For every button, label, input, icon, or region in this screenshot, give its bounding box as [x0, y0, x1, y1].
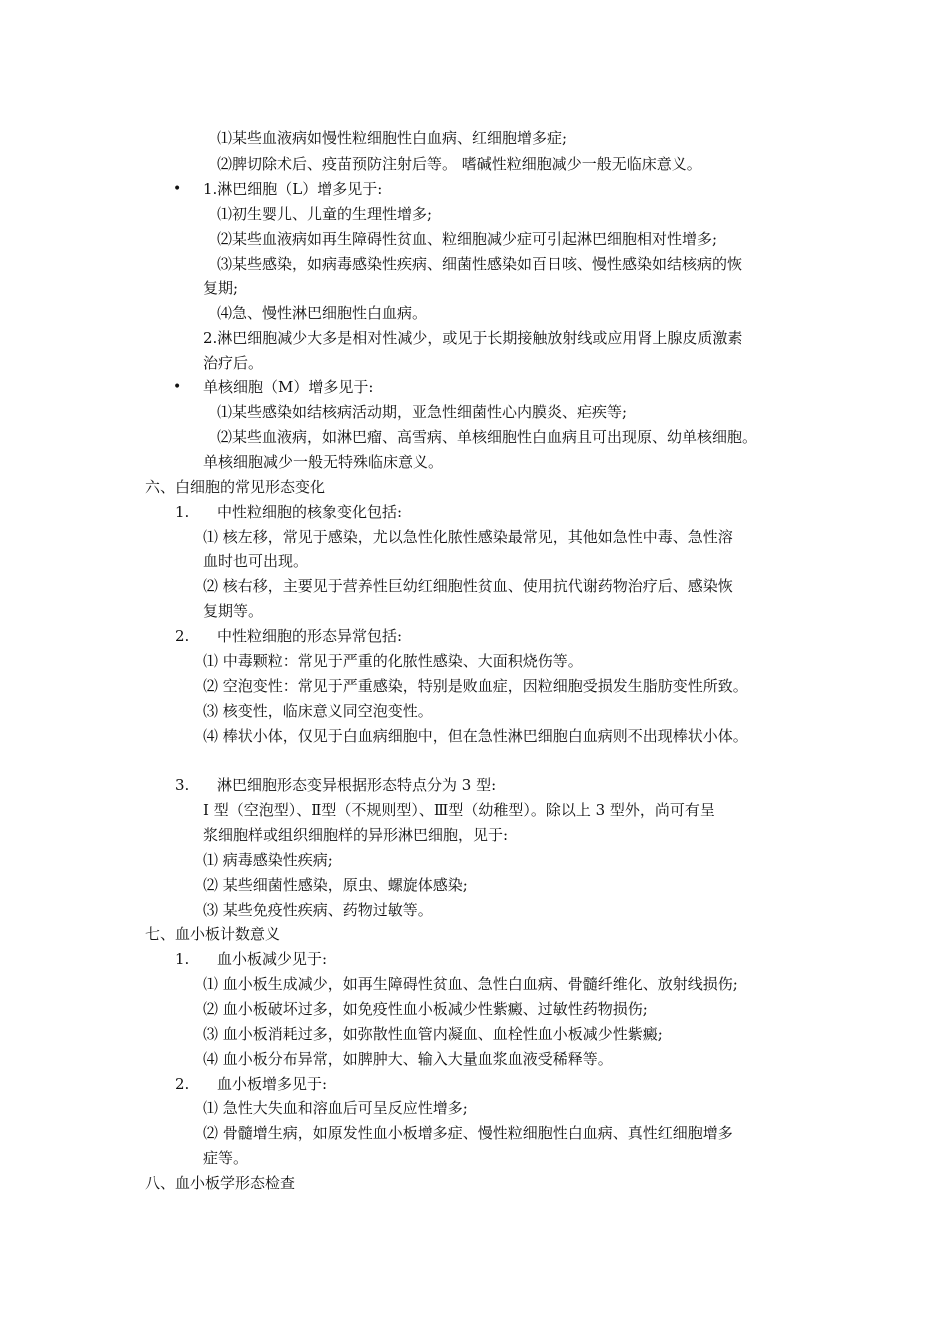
text-line: 中性粒细胞的核象变化包括:: [217, 503, 403, 521]
text-line: ⑴某些感染如结核病活动期，亚急性细菌性心内膜炎、疟疾等;: [217, 403, 628, 421]
text-line: ⑵ 核右移，主要见于营养性巨幼红细胞性贫血、使用抗代谢药物治疗后、感染恢: [203, 577, 733, 595]
text-line: ⑴某些血液病如慢性粒细胞性白血病、红细胞增多症;: [217, 129, 568, 147]
text-line: ⑵某些血液病，如淋巴瘤、高雪病、单核细胞性白血病且可出现原、幼单核细胞。: [217, 428, 758, 446]
text-line: ⑵ 骨髓增生病，如原发性血小板增多症、慢性粒细胞性白血病、真性红细胞增多: [203, 1124, 733, 1142]
bullet-icon: •: [173, 379, 182, 395]
text-line: ⑵ 某些细菌性感染，原虫、螺旋体感染;: [203, 876, 468, 894]
text-line: 单核细胞（M）增多见于:: [203, 378, 374, 396]
text-line: ⑷ 血小板分布异常，如脾肿大、输入大量血浆血液受稀释等。: [203, 1050, 613, 1068]
text-line: ⑷ 棒状小体，仅见于白血病细胞中，但在急性淋巴细胞白血病则不出现棒状小体。: [203, 727, 748, 745]
text-line: ⑵某些血液病如再生障碍性贫血、粒细胞减少症可引起淋巴细胞相对性增多;: [217, 230, 718, 248]
text-line: 症等。: [203, 1149, 249, 1167]
text-line: ⑴ 中毒颗粒：常见于严重的化脓性感染、大面积烧伤等。: [203, 652, 583, 670]
text-line: 复期等。: [203, 602, 264, 620]
text-line: Ⅰ 型（空泡型）、Ⅱ型（不规则型）、Ⅲ型（幼稚型）。除以上 3 型外，尚可有呈: [203, 801, 715, 819]
list-number: 1.: [175, 950, 190, 968]
text-line: 单核细胞减少一般无特殊临床意义。: [203, 453, 444, 471]
section-heading: 七、血小板计数意义: [145, 925, 281, 943]
text-line: ⑶ 血小板消耗过多，如弥散性血管内凝血、血栓性血小板减少性紫癜;: [203, 1025, 663, 1043]
text-line: 血时也可出现。: [203, 552, 309, 570]
text-line: 血小板减少见于:: [217, 950, 328, 968]
section-heading: 八、血小板学形态检查: [145, 1174, 296, 1192]
text-line: ⑵ 空泡变性：常见于严重感染，特别是败血症，因粒细胞受损发生脂肪变性所致。: [203, 677, 748, 695]
text-line: ⑶某些感染，如病毒感染性疾病、细菌性感染如百日咳、慢性感染如结核病的恢: [217, 255, 743, 273]
text-line: ⑵ 血小板破坏过多，如免疫性血小板减少性紫癜、过敏性药物损伤;: [203, 1000, 648, 1018]
text-line: ⑴ 血小板生成减少，如再生障碍性贫血、急性白血病、骨髓纤维化、放射线损伤;: [203, 975, 738, 993]
list-number: 1.: [175, 503, 190, 521]
text-line: 治疗后。: [203, 354, 264, 372]
text-line: 2.淋巴细胞减少大多是相对性减少，或见于长期接触放射线或应用肾上腺皮质激素: [203, 329, 743, 347]
text-line: 中性粒细胞的形态异常包括:: [217, 627, 403, 645]
text-line: ⑴ 病毒感染性疾病;: [203, 851, 333, 869]
list-number: 2.: [175, 627, 190, 645]
text-line: ⑴初生婴儿、儿童的生理性增多;: [217, 205, 433, 223]
section-heading: 六、白细胞的常见形态变化: [145, 478, 326, 496]
text-line: ⑴ 核左移，常见于感染，尤以急性化脓性感染最常见，其他如急性中毒、急性溶: [203, 528, 733, 546]
list-number: 2.: [175, 1075, 190, 1093]
text-line: 浆细胞样或组织细胞样的异形淋巴细胞，见于:: [203, 826, 509, 844]
text-line: 血小板增多见于:: [217, 1075, 328, 1093]
text-line: ⑴ 急性大失血和溶血后可呈反应性增多;: [203, 1099, 468, 1117]
text-line: 复期;: [203, 279, 239, 297]
text-line: ⑶ 核变性，临床意义同空泡变性。: [203, 702, 433, 720]
list-number: 3.: [175, 776, 190, 794]
text-line: 淋巴细胞形态变异根据形态特点分为 3 型:: [217, 776, 497, 794]
text-line: 1.淋巴细胞（L）增多见于:: [203, 180, 383, 198]
text-line: ⑷急、慢性淋巴细胞性白血病。: [217, 304, 428, 322]
bullet-icon: •: [173, 181, 182, 197]
text-line: ⑶ 某些免疫性疾病、药物过敏等。: [203, 901, 433, 919]
text-line: ⑵脾切除术后、疫苗预防注射后等。 嗜碱性粒细胞减少一般无临床意义。: [217, 155, 702, 173]
